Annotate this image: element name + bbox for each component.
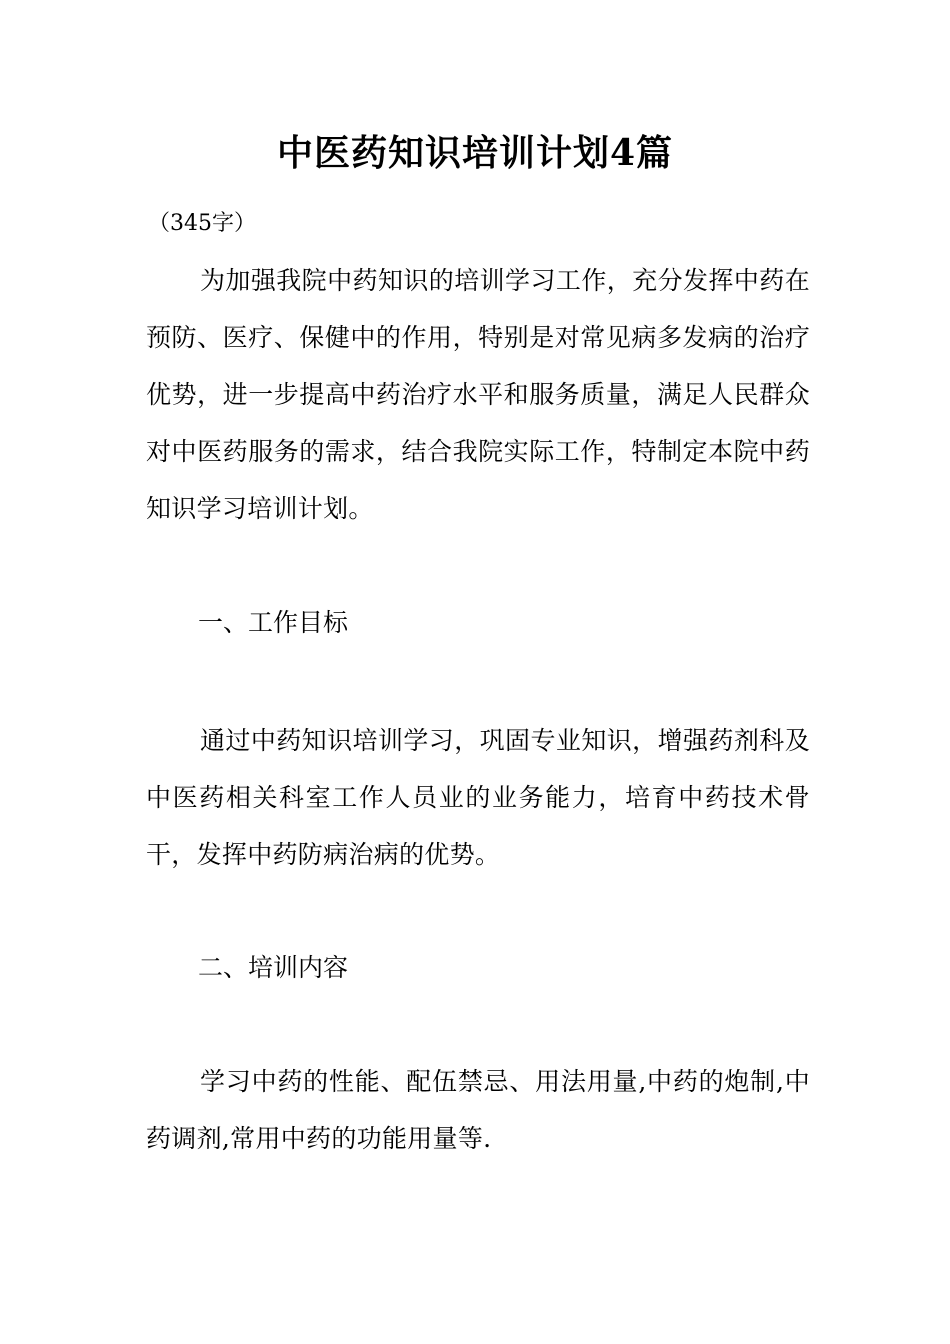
section-body-goals: 通过中药知识培训学习，巩固专业知识，增强药剂科及中医药相关科室工作人员业的业务能力，培育中药技术骨干，发挥中药防病治病的优势。 <box>146 726 810 869</box>
word-count: （345字） <box>148 211 256 236</box>
document-title: 中医药知识培训计划4篇 <box>276 132 674 174</box>
section-heading-goals: 一、工作目标 <box>198 608 349 637</box>
section-heading-content: 二、培训内容 <box>198 953 349 982</box>
intro-paragraph: 为加强我院中药知识的培训学习工作，充分发挥中药在预防、医疗、保健中的作用，特别是对常见病多发病的治疗优势，进一步提高中药治疗水平和服务质量，满足人民群众对中医药服务的需求，结合我院实际工作，特制定本院中药知识学习培训计划。 <box>146 266 810 523</box>
section-body-content: 学习中药的性能、配伍禁忌、用法用量,中药的炮制,中药调剂,常用中药的功能用量等. <box>146 1067 810 1153</box>
